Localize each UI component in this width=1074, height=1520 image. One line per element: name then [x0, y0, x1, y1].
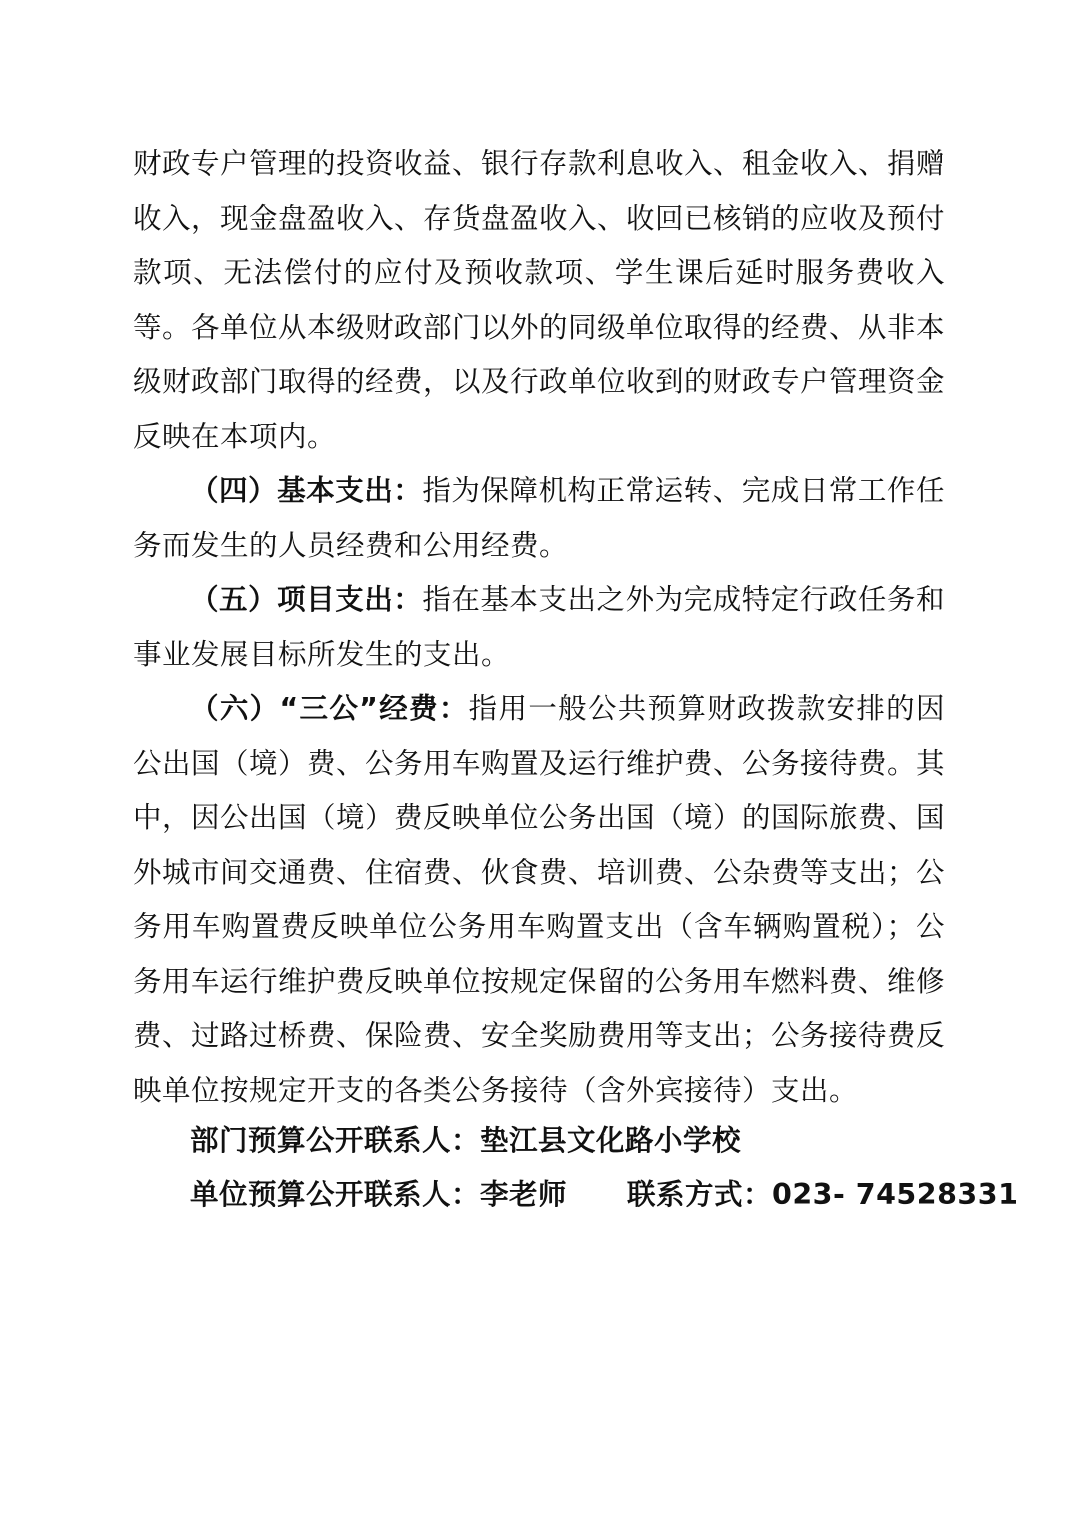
heading-three-public-expenses: （六）“三公”经费： — [190, 692, 469, 725]
text-project-expenditure: 指在基本支出之外为完成特定行政任务和事业发展目标所发生的支出。 — [133, 583, 945, 671]
paragraph-three-public-expenses — [133, 682, 945, 1118]
contact-phone: 联系方式：023- 74528331 — [627, 1178, 1019, 1211]
paragraph-income-continued: 财政专户管理的投资收益、银行存款利息收入、租金收入、捐赠收入，现金盘盈收入、存货盘盈收入、收回已核销的应收及预付款项、无法偿付的应付及预收款项、学生课后延时服务费收入等。各单位从本级财政部门以外的同级单位取得的经费、从非本级财政部门取得的经费，以及行政单位收到的财政专户管理资金反映在本项内。 — [133, 147, 946, 453]
text-three-public-expenses: 指用一般公共预算财政拨款安排的因公出国（境）费、公务用车购置及运行维护费、公务接待费。其中，因公出国（境）费反映单位公务出国（境）的国际旅费、国外城市间交通费、住宿费、伙食费、培训费、公杂费等支出；公务用车购置费反映单位公务用车购置支出（含车辆购置税）；公务用车运行维护费反映单位按规定保留的公务用车燃料费、维修费、过路过桥费、保险费、安全奖励费用等支出；公务接待费反映单位按规定开支的各类公务接待（含外宾接待）支出。 — [133, 692, 946, 1107]
paragraph-basic-expenditure — [133, 464, 945, 573]
unit-contact: 单位预算公开联系人：李老师 — [190, 1178, 568, 1211]
heading-basic-expenditure: （四）基本支出： — [190, 474, 423, 507]
text-basic-expenditure: 指为保障机构正常运转、完成日常工作任务而发生的人员经费和公用经费。 — [133, 474, 945, 562]
unit-contact-line — [190, 1172, 1018, 1213]
document-body — [133, 137, 945, 1118]
paragraph-project-expenditure — [133, 573, 945, 682]
heading-project-expenditure: （五）项目支出： — [190, 583, 423, 616]
department-contact: 部门预算公开联系人：垫江县文化路小学校 — [190, 1124, 742, 1157]
